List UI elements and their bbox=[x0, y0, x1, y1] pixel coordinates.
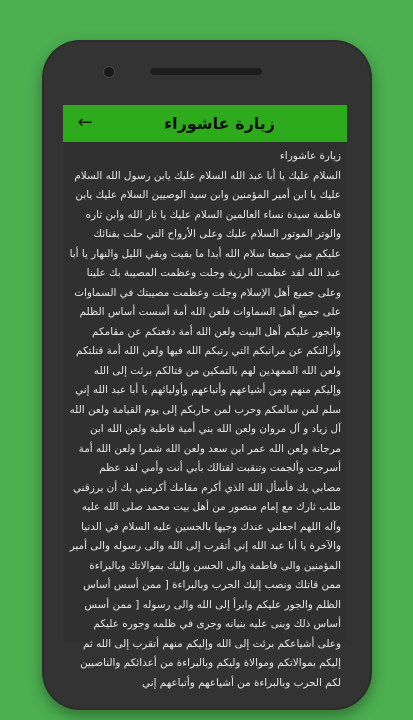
page-title: زيارة عاشوراء bbox=[163, 114, 275, 133]
app-bar bbox=[63, 105, 347, 142]
ziyarat-text[interactable] bbox=[69, 147, 341, 689]
front-camera bbox=[103, 66, 115, 78]
content-heading: زيارة عاشوراء bbox=[279, 150, 341, 162]
arrow-back-icon[interactable]: ← bbox=[77, 112, 93, 133]
earpiece-speaker bbox=[150, 68, 262, 75]
content-body: السلام عليك يا أبا عبد الله السلام عليك يابن رسول الله السلام عليك يا ابن أمير المؤمنين وابن سيد الوصيين السلام عليك يابن فاطمة سيدة نساء العالمين السلام عليك يا ثار الله وابن ثاره والوتر الموتور السلام عليك وعلى الأرواح التي حلت بفنائك عليكم مني جميعا سلام الله أبدا ما بقيت وبقي الليل والنهار يا أبا عبد الله لقد عظمت الرزية وجلت وعظمت المصيبة بك علينا وعلى جميع أهل الإسلام وجلت وعظمت مصيبتك في السماوات على جميع أهل السماوات فلعن الله أمة أسست أساس الظلم والجور عليكم أهل البيت ولعن الله أمة دفعتكم عن مقامكم وأزالتكم عن مراتبكم التي رتبكم الله فيها ولعن الله أمة قتلتكم ولعن الله الممهدين لهم بالتمكين من قتالكم برئت إلى الله وإليكم منهم ومن أشياعهم وأتباعهم وأوليائهم يا أبا عبد الله إني سلم لمن سالمكم وحرب لمن حاربكم إلى يوم القيامة ولعن الله آل زياد و آل مروان ولعن الله بني أمية قاطبة ولعن الله ابن مرجانة ولعن الله عمر ابن سعد ولعن الله شمرا ولعن الله أمة أسرجت وألجمت وتنقبت لقتالك بأبي أنت وأمي لقد عظم مصابي بك فأسأل الله الذي أكرم مقامك أكرمني بك أن يرزقني طلب ثارك مع إمام منصور من أهل بيت محمد صلى الله عليه وآله اللهم اجعلني عندك وجيها بالحسين عليه السلام في الدنيا والآخرة يا أبا عبد الله إني أتقرب إلى الله والى رسوله والى أمير المؤمنين والى فاطمة والى الحسن وإليك بموالاتك وبالبراءة ممن قاتلك ونصب إليك الحرب وبالبراءة [ ممن أسس أساس الظلم والجور عليكم وابرأ إلى الله والى رسوله [ ممن أسس أساس ذلك وبنى عليه بنيانه وجرى في ظلمه وجوره عليكم وعلى أشياعكم برئت إلى الله وإليكم منهم أتقرب إلى الله ثم إليكم بموالاتكم وموالاة وليكم وبالبراءة من أعدائكم والناصبين لكم الحرب وبالبراءة من أشياعهم وأتباعهم إني bbox=[69, 169, 341, 689]
app-screen bbox=[63, 105, 347, 689]
